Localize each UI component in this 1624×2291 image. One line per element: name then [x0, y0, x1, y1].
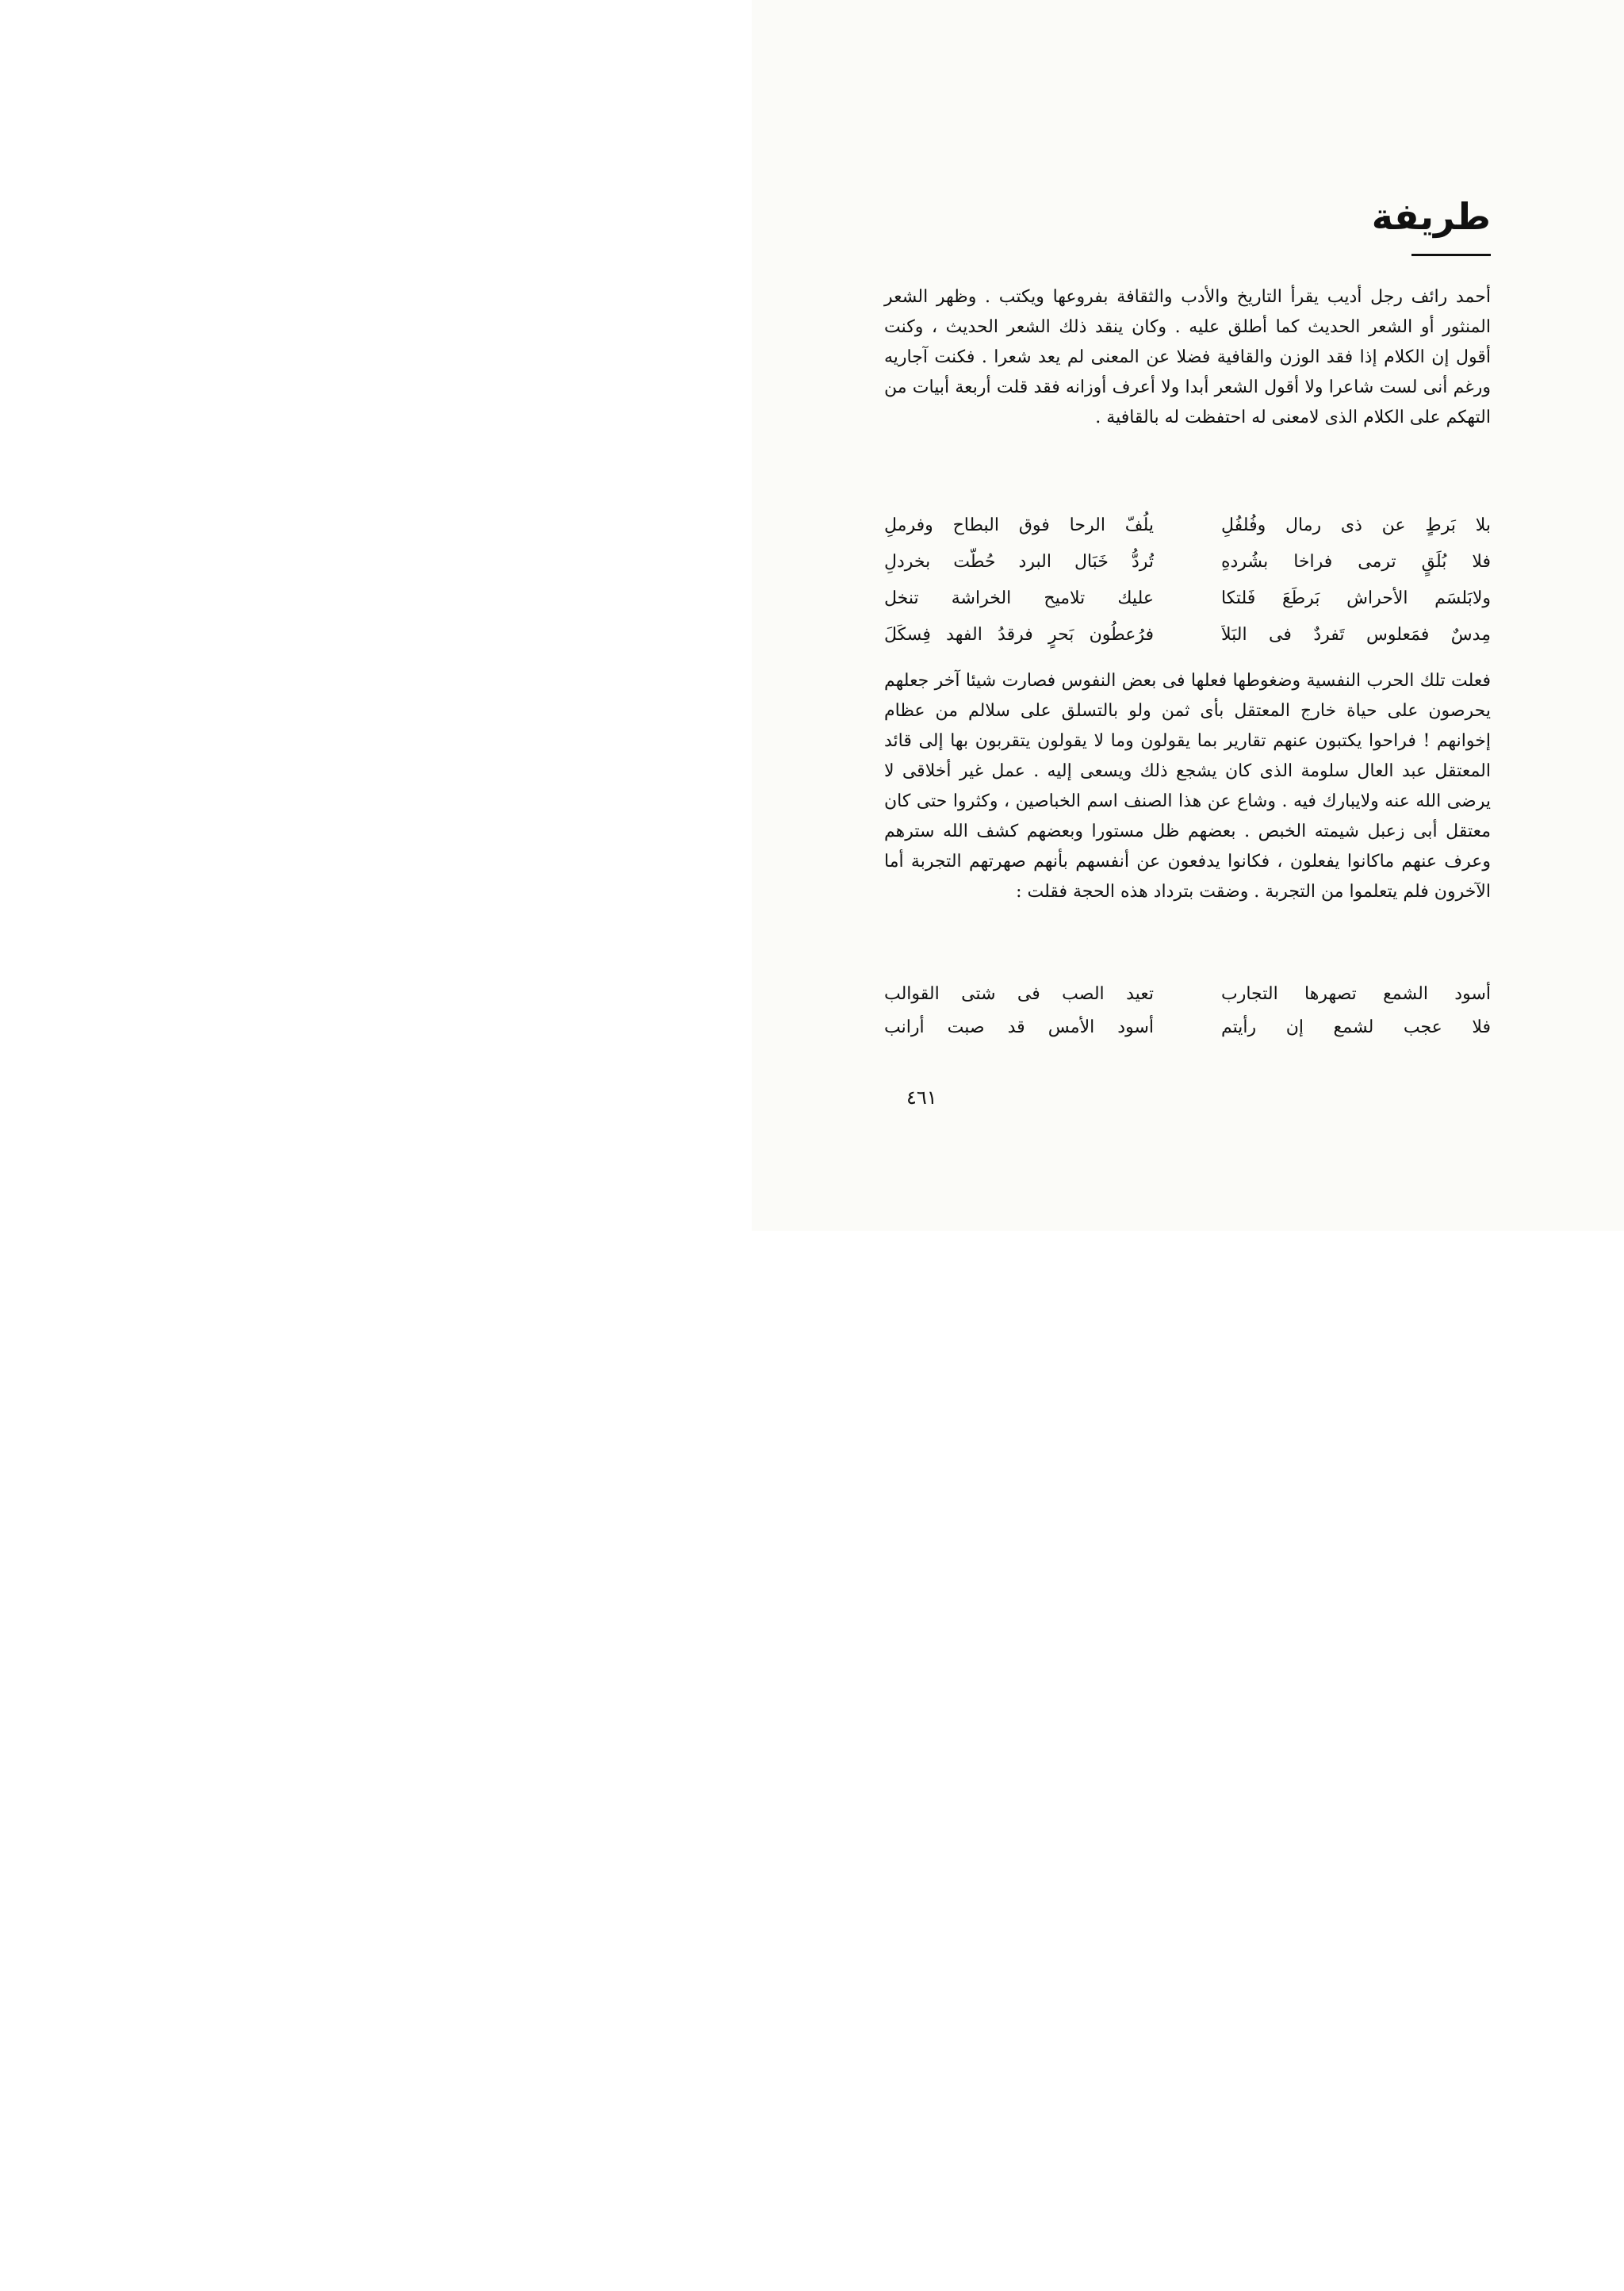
verse-second-hemistich: تعيد الصب فى شتى القوالب [884, 984, 1154, 1004]
poem-verse [884, 508, 1491, 544]
poem-verse [884, 617, 1491, 653]
poem-verse [884, 1011, 1491, 1044]
paragraph-intro: أحمد رائف رجل أديب يقرأ التاريخ والأدب والثقافة بفروعها ويكتب . وظهر الشعر المنثور أو الشعر الحديث كما أطلق عليه . وكان ينقد ذلك الشعر الحديث ، وكنت أقول إن الكلام إذا فقد الوزن والقافية فضلا عن المعنى لم يعد شعرا . فكنت آجاريه ورغم أنى لست شاعرا ولا أقول الشعر أبدا ولا أعرف أوزانه فقد قلت أربعة أبيات من التهكم على الكلام الذى لامعنى له احتفظت له بالقافية . [884, 287, 1491, 427]
poem-verse [884, 978, 1491, 1011]
verse-second-hemistich: تُردُّ خَبَال البرد حُطّت بخردلِ [884, 552, 1154, 572]
verse-second-hemistich: أسود الأمس قد صبت أرانب [884, 1017, 1154, 1037]
poem-mock-verses [884, 508, 1491, 653]
section-title: طريفة [1371, 195, 1491, 238]
verse-first-hemistich: فلا عجب لشمع إن رأيتم [1221, 1017, 1491, 1037]
verse-second-hemistich: عليك تلاميح الخراشة تنخل [884, 588, 1154, 608]
poem-wax-lions [884, 978, 1491, 1044]
verse-first-hemistich: فلا بُلَقٍ ترمى فراخا بشُردهِ [1221, 552, 1491, 572]
book-page [752, 0, 1624, 1231]
verse-first-hemistich: بلا بَرطٍ عن ذى رمال وفُلفُلِ [1221, 515, 1491, 535]
paragraph-prison: فعلت تلك الحرب النفسية وضغوطها فعلها فى بعض النفوس فصارت شيئا آخر جعلهم يحرصون على حياة خارج المعتقل بأى ثمن ولو بالتسلق على سلالم من عظام إخوانهم ! فراحوا يكتبون عنهم تقارير بما يقولون وما لا يقولون يتقربون بها إلى قائد المعتقل عبد العال سلومة الذى كان يشجع ذلك ويسعى إليه . عمل غير أخلاقى لا يرضى الله عنه ولايبارك فيه . وشاع عن هذا الصنف اسم الخباصين ، وكثروا حتى كان معتقل أبى زعبل شيمته الخبص . بعضهم ظل مستورا وبعضهم كشف الله سترهم وعرف عنهم ماكانوا يفعلون ، فكانوا يدفعون عن أنفسهم بأنهم صهرتهم التجربة أما الآخرون فلم يتعلموا من التجربة . وضقت بترداد هذه الحجة فقلت : [884, 671, 1491, 902]
verse-second-hemistich: يلُفّ الرحا فوق البطاح وفرملِ [884, 515, 1154, 535]
page-number: ٤٦١ [906, 1086, 937, 1109]
title-underline [1411, 254, 1491, 256]
poem-verse [884, 544, 1491, 580]
verse-first-hemistich: ولابَلسَم الأحراش بَرطَعَ فَلتكا [1221, 588, 1491, 608]
verse-second-hemistich: فرُعطُون بَحرٍ فرقدُ الفهد فِسكَلَ [884, 625, 1154, 645]
verse-first-hemistich: مِدسٌ فمَعلوس تَفردٌ فى البَلاَ [1221, 625, 1491, 645]
poem-verse [884, 580, 1491, 617]
verse-first-hemistich: أسود الشمع تصهرها التجارب [1221, 984, 1491, 1004]
